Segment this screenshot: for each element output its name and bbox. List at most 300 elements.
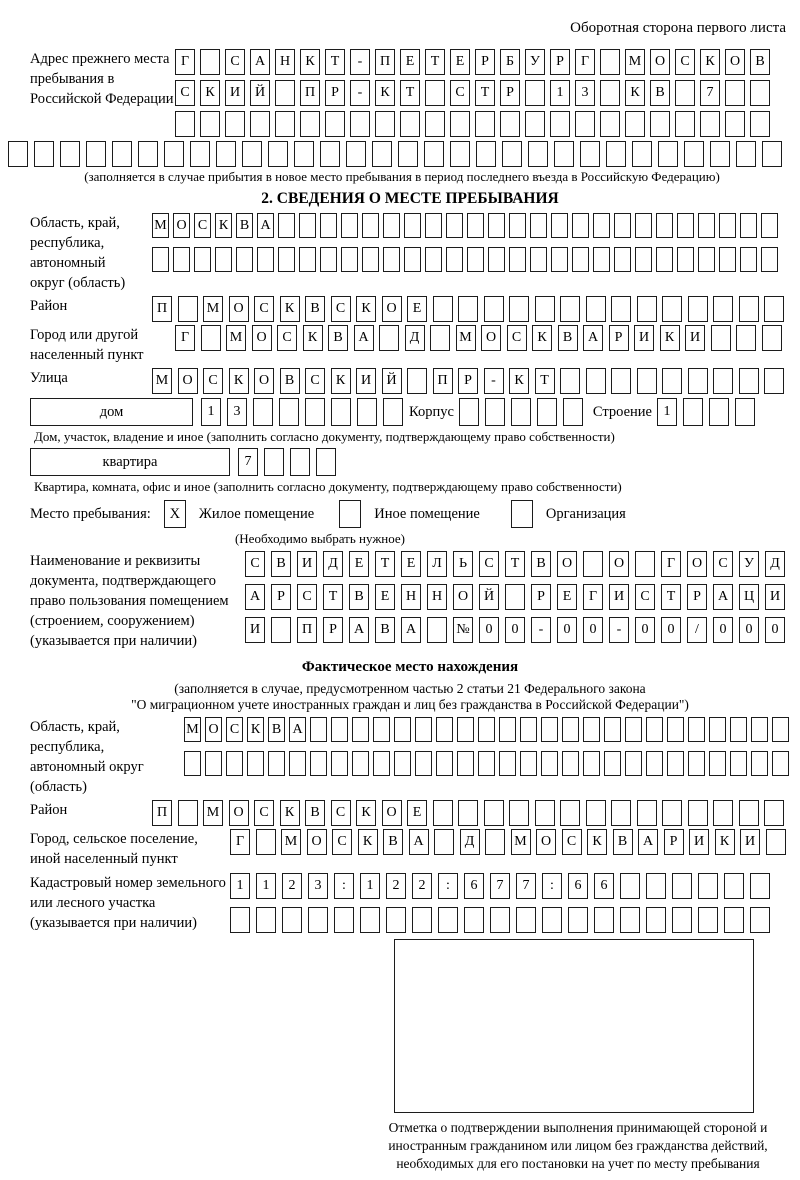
char-cell[interactable] — [554, 141, 574, 167]
char-cell[interactable] — [271, 617, 291, 643]
char-cell[interactable]: С — [225, 49, 245, 75]
char-cell[interactable] — [520, 751, 537, 776]
char-cell[interactable]: - — [609, 617, 629, 643]
char-cell[interactable]: И — [685, 325, 705, 351]
char-cell[interactable] — [761, 247, 778, 272]
char-cell[interactable]: Р — [500, 80, 520, 106]
char-cell[interactable]: Т — [325, 49, 345, 75]
char-cell[interactable]: 0 — [765, 617, 785, 643]
char-cell[interactable] — [772, 717, 789, 742]
char-cell[interactable]: А — [257, 213, 274, 238]
char-cell[interactable]: М — [152, 213, 169, 238]
char-cell[interactable] — [662, 296, 682, 322]
char-cell[interactable] — [764, 296, 784, 322]
char-cell[interactable]: 3 — [227, 398, 247, 426]
char-cell[interactable] — [215, 247, 232, 272]
char-cell[interactable] — [709, 717, 726, 742]
char-cell[interactable] — [646, 717, 663, 742]
char-cell[interactable] — [290, 448, 310, 476]
char-cell[interactable]: П — [152, 296, 172, 322]
char-cell[interactable] — [688, 751, 705, 776]
char-cell[interactable] — [719, 213, 736, 238]
char-cell[interactable]: П — [152, 800, 172, 826]
char-cell[interactable] — [604, 751, 621, 776]
char-cell[interactable]: 1 — [201, 398, 221, 426]
char-cell[interactable] — [60, 141, 80, 167]
char-cell[interactable] — [583, 751, 600, 776]
char-cell[interactable] — [604, 717, 621, 742]
char-cell[interactable] — [475, 111, 495, 137]
char-cell[interactable] — [525, 111, 545, 137]
char-cell[interactable] — [656, 213, 673, 238]
char-cell[interactable] — [446, 247, 463, 272]
char-cell[interactable]: О — [229, 800, 249, 826]
char-cell[interactable] — [331, 751, 348, 776]
char-cell[interactable] — [730, 751, 747, 776]
char-cell[interactable]: Е — [349, 551, 369, 577]
char-cell[interactable] — [625, 717, 642, 742]
char-cell[interactable] — [600, 49, 620, 75]
char-cell[interactable] — [637, 368, 657, 394]
char-cell[interactable] — [500, 111, 520, 137]
char-cell[interactable]: В — [375, 617, 395, 643]
char-cell[interactable] — [407, 368, 427, 394]
checkbox-organization[interactable] — [511, 500, 533, 528]
char-cell[interactable]: О — [725, 49, 745, 75]
char-cell[interactable] — [541, 751, 558, 776]
char-cell[interactable] — [764, 368, 784, 394]
char-cell[interactable]: И — [634, 325, 654, 351]
char-cell[interactable]: - — [350, 49, 370, 75]
char-cell[interactable]: К — [715, 829, 735, 855]
char-cell[interactable] — [383, 247, 400, 272]
char-cell[interactable]: И — [225, 80, 245, 106]
char-cell[interactable]: 7 — [238, 448, 258, 476]
char-cell[interactable] — [625, 751, 642, 776]
char-cell[interactable] — [593, 247, 610, 272]
char-cell[interactable] — [458, 296, 478, 322]
char-cell[interactable]: П — [375, 49, 395, 75]
char-cell[interactable] — [637, 800, 657, 826]
char-cell[interactable]: С — [305, 368, 325, 394]
char-cell[interactable] — [713, 296, 733, 322]
char-cell[interactable]: Е — [407, 296, 427, 322]
char-cell[interactable] — [467, 247, 484, 272]
char-cell[interactable] — [509, 213, 526, 238]
char-cell[interactable]: Ь — [453, 551, 473, 577]
char-cell[interactable]: 0 — [635, 617, 655, 643]
char-cell[interactable] — [672, 907, 692, 933]
char-cell[interactable] — [625, 111, 645, 137]
char-cell[interactable]: К — [303, 325, 323, 351]
char-cell[interactable] — [425, 213, 442, 238]
char-cell[interactable]: О — [178, 368, 198, 394]
char-cell[interactable] — [450, 141, 470, 167]
char-cell[interactable] — [764, 800, 784, 826]
char-cell[interactable] — [360, 907, 380, 933]
char-cell[interactable]: № — [453, 617, 473, 643]
char-cell[interactable]: Р — [550, 49, 570, 75]
char-cell[interactable] — [458, 800, 478, 826]
char-cell[interactable] — [331, 717, 348, 742]
char-cell[interactable]: К — [587, 829, 607, 855]
house-type-box[interactable]: дом — [30, 398, 193, 426]
char-cell[interactable]: 0 — [583, 617, 603, 643]
char-cell[interactable]: 1 — [230, 873, 250, 899]
char-cell[interactable] — [736, 141, 756, 167]
char-cell[interactable] — [438, 907, 458, 933]
char-cell[interactable] — [450, 111, 470, 137]
char-cell[interactable] — [672, 873, 692, 899]
char-cell[interactable] — [373, 717, 390, 742]
char-cell[interactable]: М — [203, 296, 223, 322]
char-cell[interactable] — [425, 80, 445, 106]
char-cell[interactable]: 1 — [360, 873, 380, 899]
char-cell[interactable]: Т — [475, 80, 495, 106]
char-cell[interactable]: Р — [664, 829, 684, 855]
char-cell[interactable] — [383, 398, 403, 426]
char-cell[interactable] — [635, 247, 652, 272]
char-cell[interactable]: О — [307, 829, 327, 855]
char-cell[interactable]: М — [184, 717, 201, 742]
char-cell[interactable]: К — [215, 213, 232, 238]
char-cell[interactable]: В — [305, 296, 325, 322]
char-cell[interactable] — [200, 111, 220, 137]
char-cell[interactable]: К — [356, 800, 376, 826]
char-cell[interactable] — [677, 247, 694, 272]
char-cell[interactable]: К — [532, 325, 552, 351]
char-cell[interactable] — [425, 111, 445, 137]
char-cell[interactable] — [225, 111, 245, 137]
char-cell[interactable]: О — [173, 213, 190, 238]
char-cell[interactable] — [299, 247, 316, 272]
char-cell[interactable] — [412, 907, 432, 933]
char-cell[interactable]: К — [280, 800, 300, 826]
char-cell[interactable] — [310, 751, 327, 776]
char-cell[interactable]: Р — [325, 80, 345, 106]
char-cell[interactable]: Д — [765, 551, 785, 577]
char-cell[interactable]: О — [481, 325, 501, 351]
char-cell[interactable]: С — [203, 368, 223, 394]
char-cell[interactable]: Р — [323, 617, 343, 643]
char-cell[interactable]: А — [250, 49, 270, 75]
char-cell[interactable] — [178, 296, 198, 322]
char-cell[interactable] — [257, 247, 274, 272]
char-cell[interactable] — [713, 368, 733, 394]
char-cell[interactable] — [457, 717, 474, 742]
char-cell[interactable] — [620, 907, 640, 933]
char-cell[interactable] — [719, 247, 736, 272]
char-cell[interactable] — [289, 751, 306, 776]
char-cell[interactable]: 1 — [256, 873, 276, 899]
char-cell[interactable] — [350, 111, 370, 137]
char-cell[interactable] — [677, 213, 694, 238]
char-cell[interactable]: М — [226, 325, 246, 351]
char-cell[interactable] — [739, 368, 759, 394]
char-cell[interactable] — [650, 111, 670, 137]
char-cell[interactable] — [457, 751, 474, 776]
char-cell[interactable]: А — [354, 325, 374, 351]
char-cell[interactable] — [593, 213, 610, 238]
char-cell[interactable]: М — [625, 49, 645, 75]
char-cell[interactable]: К — [375, 80, 395, 106]
char-cell[interactable] — [736, 325, 756, 351]
char-cell[interactable]: В — [613, 829, 633, 855]
char-cell[interactable] — [294, 141, 314, 167]
char-cell[interactable] — [247, 751, 264, 776]
char-cell[interactable] — [200, 49, 220, 75]
char-cell[interactable] — [766, 829, 786, 855]
char-cell[interactable] — [735, 398, 755, 426]
char-cell[interactable] — [562, 751, 579, 776]
char-cell[interactable]: Г — [575, 49, 595, 75]
char-cell[interactable] — [375, 111, 395, 137]
char-cell[interactable] — [253, 398, 273, 426]
char-cell[interactable]: Й — [382, 368, 402, 394]
char-cell[interactable] — [550, 111, 570, 137]
char-cell[interactable] — [205, 751, 222, 776]
char-cell[interactable]: С — [226, 717, 243, 742]
char-cell[interactable]: В — [650, 80, 670, 106]
char-cell[interactable] — [711, 325, 731, 351]
char-cell[interactable] — [688, 800, 708, 826]
char-cell[interactable]: О — [229, 296, 249, 322]
char-cell[interactable] — [761, 213, 778, 238]
char-cell[interactable]: П — [297, 617, 317, 643]
char-cell[interactable] — [611, 800, 631, 826]
char-cell[interactable] — [341, 213, 358, 238]
char-cell[interactable] — [560, 368, 580, 394]
char-cell[interactable] — [499, 751, 516, 776]
char-cell[interactable] — [394, 717, 411, 742]
char-cell[interactable] — [434, 829, 454, 855]
char-cell[interactable] — [242, 141, 262, 167]
char-cell[interactable] — [709, 398, 729, 426]
char-cell[interactable]: С — [245, 551, 265, 577]
char-cell[interactable]: Й — [250, 80, 270, 106]
char-cell[interactable] — [250, 111, 270, 137]
char-cell[interactable] — [700, 111, 720, 137]
char-cell[interactable]: : — [334, 873, 354, 899]
char-cell[interactable] — [264, 448, 284, 476]
char-cell[interactable] — [275, 111, 295, 137]
char-cell[interactable] — [632, 141, 652, 167]
char-cell[interactable] — [698, 213, 715, 238]
char-cell[interactable]: А — [409, 829, 429, 855]
char-cell[interactable] — [279, 398, 299, 426]
char-cell[interactable] — [535, 800, 555, 826]
char-cell[interactable] — [268, 141, 288, 167]
char-cell[interactable] — [509, 296, 529, 322]
char-cell[interactable]: Д — [323, 551, 343, 577]
char-cell[interactable]: 0 — [557, 617, 577, 643]
char-cell[interactable]: Б — [500, 49, 520, 75]
char-cell[interactable] — [372, 141, 392, 167]
char-cell[interactable]: 6 — [464, 873, 484, 899]
char-cell[interactable]: О — [252, 325, 272, 351]
char-cell[interactable]: А — [638, 829, 658, 855]
char-cell[interactable] — [600, 111, 620, 137]
char-cell[interactable] — [583, 717, 600, 742]
char-cell[interactable] — [334, 907, 354, 933]
char-cell[interactable] — [772, 751, 789, 776]
char-cell[interactable]: Е — [450, 49, 470, 75]
char-cell[interactable]: С — [277, 325, 297, 351]
char-cell[interactable] — [8, 141, 28, 167]
char-cell[interactable]: - — [531, 617, 551, 643]
char-cell[interactable] — [464, 907, 484, 933]
char-cell[interactable]: С — [331, 296, 351, 322]
char-cell[interactable]: С — [562, 829, 582, 855]
char-cell[interactable] — [750, 111, 770, 137]
char-cell[interactable]: К — [200, 80, 220, 106]
char-cell[interactable]: И — [740, 829, 760, 855]
char-cell[interactable] — [725, 80, 745, 106]
char-cell[interactable] — [635, 213, 652, 238]
char-cell[interactable] — [560, 800, 580, 826]
char-cell[interactable]: Г — [175, 325, 195, 351]
char-cell[interactable]: В — [328, 325, 348, 351]
char-cell[interactable]: Т — [661, 584, 681, 610]
char-cell[interactable]: М — [511, 829, 531, 855]
char-cell[interactable] — [509, 247, 526, 272]
char-cell[interactable] — [357, 398, 377, 426]
char-cell[interactable] — [560, 296, 580, 322]
char-cell[interactable] — [194, 247, 211, 272]
char-cell[interactable]: Е — [400, 49, 420, 75]
char-cell[interactable]: Н — [401, 584, 421, 610]
char-cell[interactable] — [611, 296, 631, 322]
char-cell[interactable]: У — [525, 49, 545, 75]
char-cell[interactable] — [698, 873, 718, 899]
char-cell[interactable] — [362, 213, 379, 238]
char-cell[interactable]: С — [507, 325, 527, 351]
char-cell[interactable]: Д — [405, 325, 425, 351]
char-cell[interactable] — [478, 717, 495, 742]
char-cell[interactable]: Т — [323, 584, 343, 610]
char-cell[interactable]: Р — [531, 584, 551, 610]
char-cell[interactable] — [646, 751, 663, 776]
char-cell[interactable] — [256, 907, 276, 933]
char-cell[interactable]: А — [401, 617, 421, 643]
char-cell[interactable]: М — [203, 800, 223, 826]
char-cell[interactable] — [268, 751, 285, 776]
char-cell[interactable]: Р — [458, 368, 478, 394]
char-cell[interactable]: С — [713, 551, 733, 577]
char-cell[interactable] — [415, 751, 432, 776]
char-cell[interactable] — [586, 800, 606, 826]
char-cell[interactable]: 0 — [661, 617, 681, 643]
char-cell[interactable] — [572, 247, 589, 272]
char-cell[interactable]: 6 — [568, 873, 588, 899]
char-cell[interactable] — [620, 873, 640, 899]
char-cell[interactable] — [572, 213, 589, 238]
char-cell[interactable]: : — [542, 873, 562, 899]
char-cell[interactable] — [427, 617, 447, 643]
char-cell[interactable]: О — [536, 829, 556, 855]
char-cell[interactable] — [275, 80, 295, 106]
char-cell[interactable]: К — [280, 296, 300, 322]
char-cell[interactable] — [484, 800, 504, 826]
char-cell[interactable] — [535, 296, 555, 322]
char-cell[interactable]: О — [453, 584, 473, 610]
char-cell[interactable] — [675, 111, 695, 137]
char-cell[interactable] — [541, 717, 558, 742]
char-cell[interactable]: В — [349, 584, 369, 610]
char-cell[interactable] — [152, 247, 169, 272]
char-cell[interactable] — [488, 213, 505, 238]
char-cell[interactable]: В — [271, 551, 291, 577]
char-cell[interactable] — [383, 213, 400, 238]
char-cell[interactable] — [688, 296, 708, 322]
char-cell[interactable]: 1 — [657, 398, 677, 426]
char-cell[interactable] — [488, 247, 505, 272]
char-cell[interactable] — [505, 584, 525, 610]
char-cell[interactable] — [485, 829, 505, 855]
char-cell[interactable]: И — [356, 368, 376, 394]
char-cell[interactable] — [398, 141, 418, 167]
char-cell[interactable] — [502, 141, 522, 167]
apartment-type-box[interactable]: квартира — [30, 448, 230, 476]
char-cell[interactable]: Г — [230, 829, 250, 855]
char-cell[interactable] — [509, 800, 529, 826]
char-cell[interactable]: К — [356, 296, 376, 322]
char-cell[interactable] — [415, 717, 432, 742]
char-cell[interactable]: П — [300, 80, 320, 106]
char-cell[interactable] — [675, 80, 695, 106]
char-cell[interactable]: - — [484, 368, 504, 394]
char-cell[interactable] — [430, 325, 450, 351]
char-cell[interactable]: В — [383, 829, 403, 855]
char-cell[interactable]: Н — [275, 49, 295, 75]
char-cell[interactable]: Е — [375, 584, 395, 610]
char-cell[interactable] — [662, 800, 682, 826]
char-cell[interactable]: О — [205, 717, 222, 742]
char-cell[interactable]: О — [687, 551, 707, 577]
char-cell[interactable] — [282, 907, 302, 933]
char-cell[interactable] — [499, 717, 516, 742]
char-cell[interactable]: 0 — [505, 617, 525, 643]
char-cell[interactable] — [600, 80, 620, 106]
char-cell[interactable] — [379, 325, 399, 351]
char-cell[interactable]: К — [331, 368, 351, 394]
char-cell[interactable] — [606, 141, 626, 167]
char-cell[interactable] — [373, 751, 390, 776]
char-cell[interactable] — [751, 717, 768, 742]
char-cell[interactable] — [433, 800, 453, 826]
char-cell[interactable] — [614, 213, 631, 238]
char-cell[interactable]: Ц — [739, 584, 759, 610]
char-cell[interactable]: М — [456, 325, 476, 351]
char-cell[interactable]: А — [245, 584, 265, 610]
char-cell[interactable] — [511, 398, 531, 426]
char-cell[interactable] — [173, 247, 190, 272]
char-cell[interactable] — [688, 368, 708, 394]
char-cell[interactable] — [635, 551, 655, 577]
char-cell[interactable] — [688, 717, 705, 742]
char-cell[interactable] — [710, 141, 730, 167]
char-cell[interactable] — [478, 751, 495, 776]
char-cell[interactable] — [320, 213, 337, 238]
char-cell[interactable] — [425, 247, 442, 272]
char-cell[interactable]: К — [509, 368, 529, 394]
char-cell[interactable] — [713, 800, 733, 826]
char-cell[interactable]: О — [557, 551, 577, 577]
char-cell[interactable] — [299, 213, 316, 238]
char-cell[interactable] — [436, 717, 453, 742]
char-cell[interactable] — [583, 551, 603, 577]
char-cell[interactable] — [320, 247, 337, 272]
